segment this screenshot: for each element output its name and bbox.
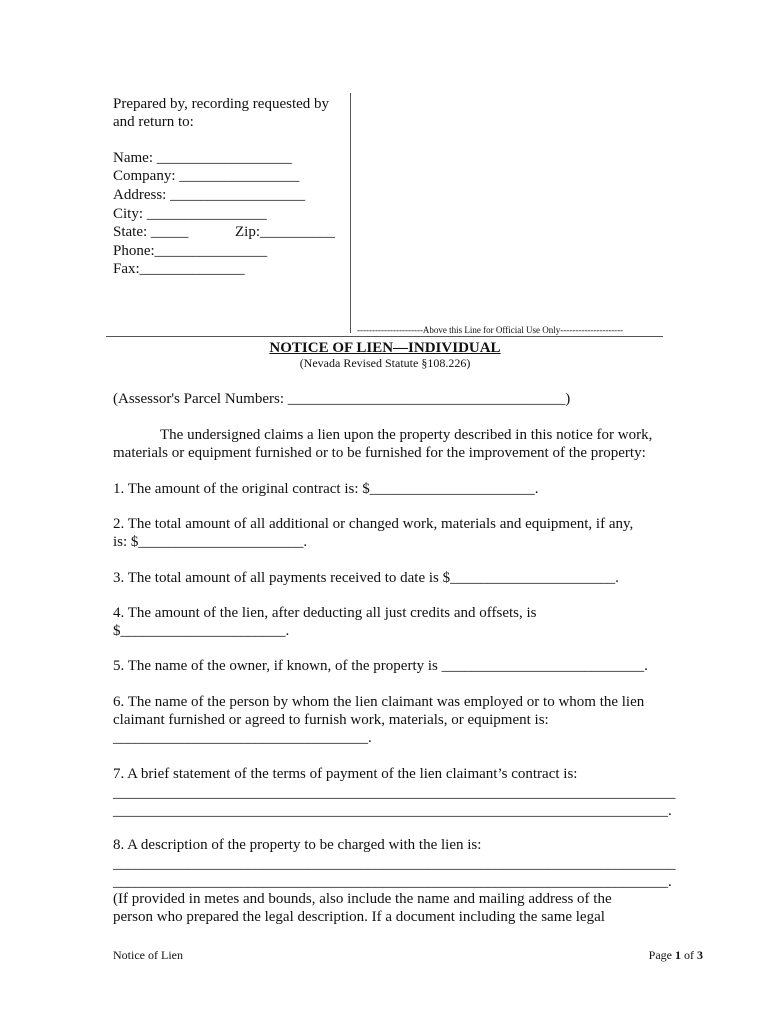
item-6-line3: __________________________________. (113, 730, 372, 746)
footer-page-number (649, 948, 703, 963)
intro-line1: The undersigned claims a lien upon the property described in this notice for work, (160, 427, 653, 443)
item-4-line2: $______________________. (113, 623, 290, 639)
note-line2: person who prepared the legal description. If a document including the same legal (113, 909, 605, 925)
item-7-line1: 7. A brief statement of the terms of payment of the lien claimant’s contract is: (113, 766, 578, 782)
fax-field: Fax:______________ (113, 261, 245, 277)
page-current: 1 (675, 948, 681, 962)
item-1: 1. The amount of the original contract is: $______________________. (113, 481, 539, 497)
item-8-line3: __________________________________________________________________________. (113, 874, 672, 890)
footer-document-name: Notice of Lien (113, 948, 183, 962)
item-6-line2: claimant furnished or agreed to furnish work, materials, or equipment is: (113, 712, 549, 728)
prepared-by-line1: Prepared by, recording requested by (113, 96, 330, 112)
item-8-line1: 8. A description of the property to be charged with the lien is: (113, 837, 482, 853)
header-vertical-divider (350, 93, 351, 333)
item-7-line2: ___________________________________________________________________________ (113, 785, 676, 801)
document-title-text: NOTICE OF LIEN—INDIVIDUAL (269, 340, 501, 356)
state-field: State: _____ (113, 224, 189, 240)
page-total: 3 (697, 948, 703, 962)
company-field: Company: ________________ (113, 168, 300, 184)
zip-field: Zip:__________ (235, 224, 335, 240)
parcel-numbers: (Assessor's Parcel Numbers: _____________________________________) (113, 391, 571, 407)
official-use-label: ----------------------Above this Line for Official Use Only--------------------- (357, 325, 624, 335)
item-6-line1: 6. The name of the person by whom the lien claimant was employed or to whom the lien (113, 694, 645, 710)
name-field: Name: __________________ (113, 150, 292, 166)
page-of: of (681, 948, 697, 962)
intro-line2: materials or equipment furnished or to be furnished for the improvement of the property: (113, 445, 646, 461)
phone-field: Phone:_______________ (113, 243, 268, 259)
document-subtitle: (Nevada Revised Statute §108.226) (299, 356, 471, 370)
prepared-by-line2: and return to: (113, 114, 194, 130)
item-4-line1: 4. The amount of the lien, after deducting all just credits and offsets, is (113, 605, 537, 621)
item-3: 3. The total amount of all payments received to date is $______________________. (113, 570, 619, 586)
city-field: City: ________________ (113, 206, 267, 222)
item-5: 5. The name of the owner, if known, of the property is ___________________________. (113, 658, 648, 674)
note-line1: (If provided in metes and bounds, also include the name and mailing address of the (113, 891, 612, 907)
document-title (0, 339, 770, 357)
item-7-line3: __________________________________________________________________________. (113, 803, 672, 819)
page-prefix: Page (648, 948, 675, 962)
header-horizontal-divider (106, 336, 663, 337)
address-field: Address: __________________ (113, 187, 306, 203)
item-2-line1: 2. The total amount of all additional or changed work, materials and equipment, if any, (113, 516, 634, 532)
item-8-line2: ___________________________________________________________________________ (113, 856, 676, 872)
item-2-line2: is: $______________________. (113, 534, 308, 550)
